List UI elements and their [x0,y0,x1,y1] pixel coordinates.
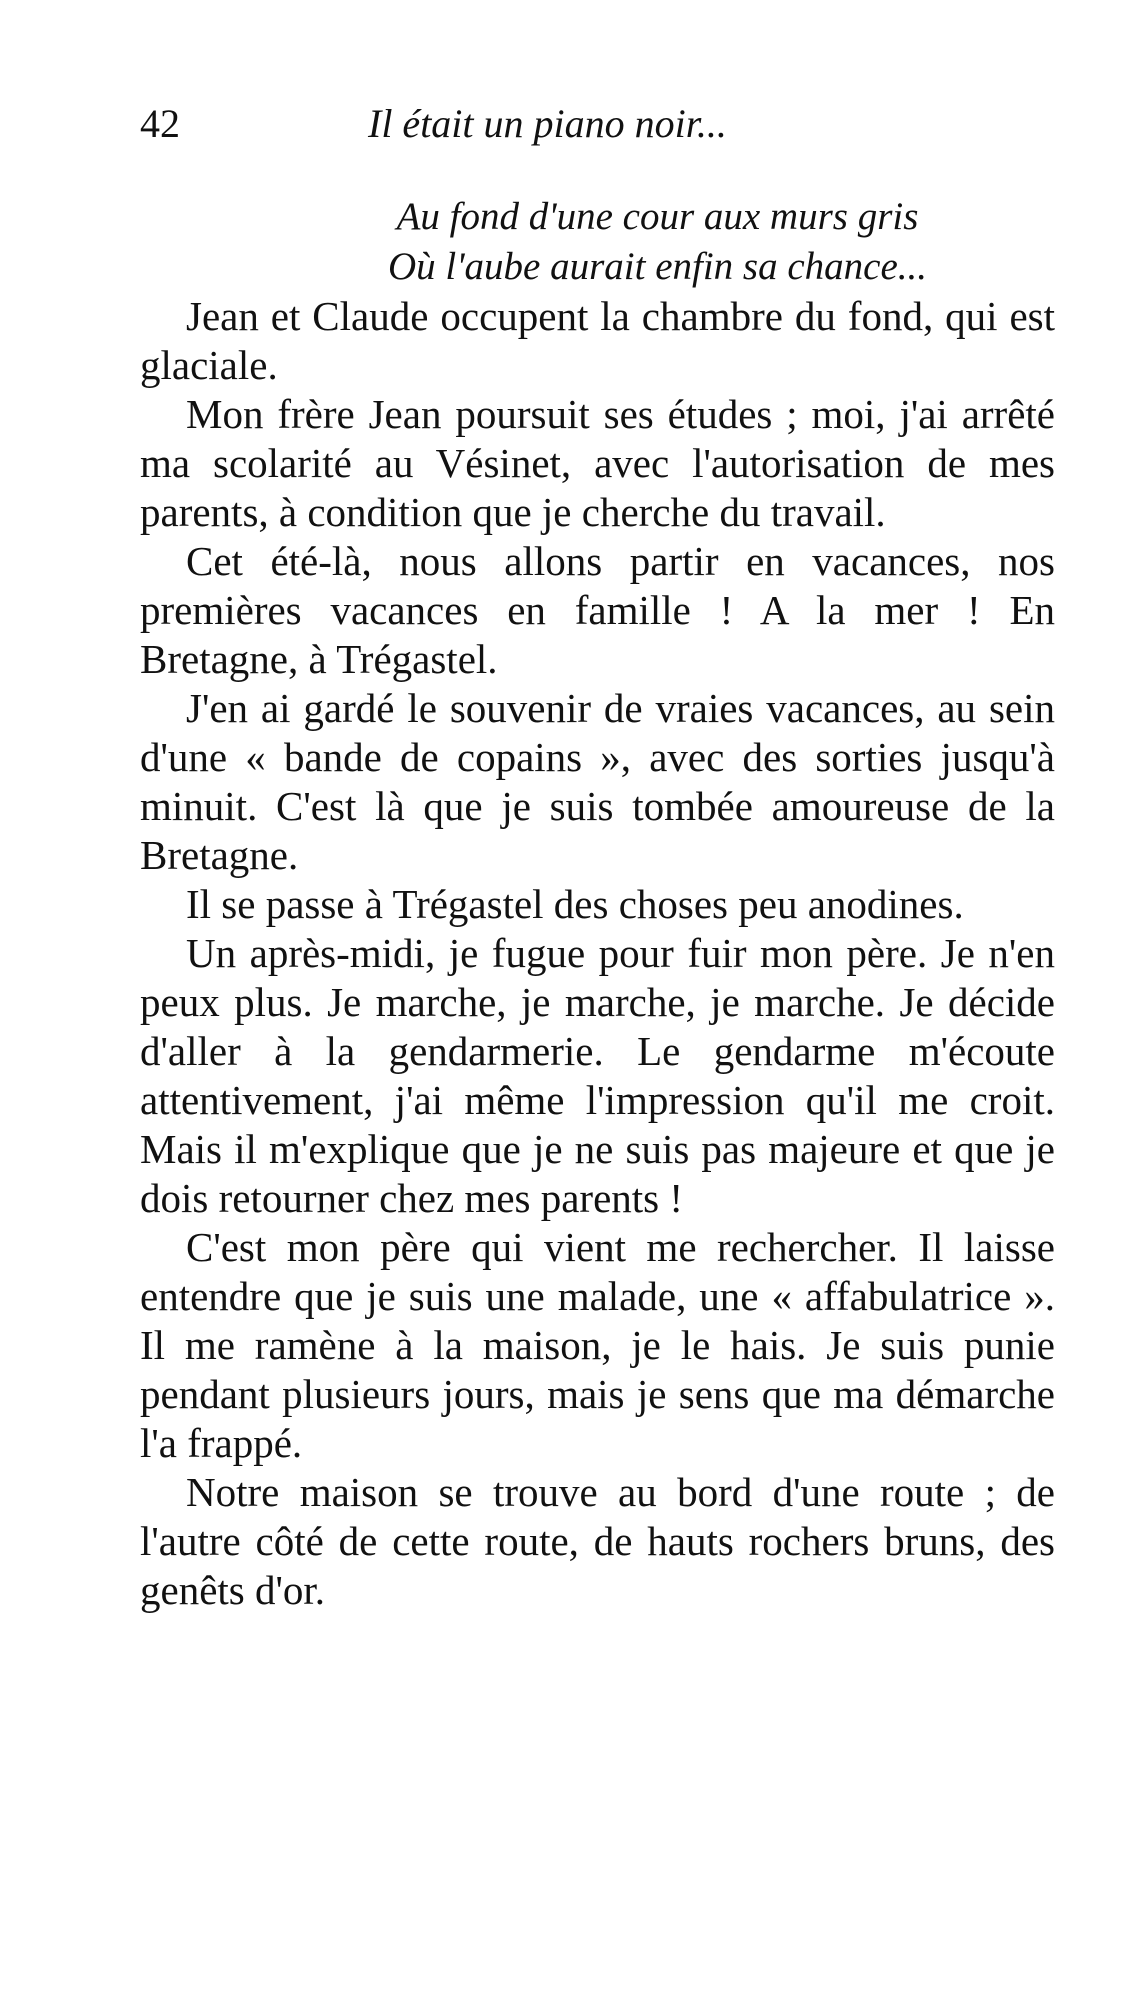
paragraph: Jean et Claude occupent la chambre du fond, qui est glaciale. [140,293,1055,388]
body-text [140,292,1055,1615]
epigraph-line-1: Au fond d'une cour aux murs gris [396,195,919,238]
page-number: 42 [140,101,180,146]
paragraph: Cet été-là, nous allons partir en vacances, nos premières vacances en famille ! A la mer ! En Bretagne, à Trégastel. [140,538,1055,682]
paragraph: Il se passe à Trégastel des choses peu anodines. [186,881,964,927]
book-page [140,100,1055,1615]
epigraph-line-2: Où l'aube aurait enfin sa chance... [387,245,928,288]
paragraph: Notre maison se trouve au bord d'une route ; de l'autre côté de cette route, de hauts rochers bruns, des genêts d'or. [140,1469,1055,1613]
running-title: Il était un piano noir... [368,101,727,146]
epigraph [140,192,1055,292]
paragraph: Mon frère Jean poursuit ses études ; moi, j'ai arrêté ma scolarité au Vésinet, avec l'autorisation de mes parents, à condition que je cherche du travail. [140,391,1055,535]
page-header [140,100,1055,160]
paragraph: C'est mon père qui vient me rechercher. Il laisse entendre que je suis une malade, une « affabulatrice ». Il me ramène à la maison, je le hais. Je suis punie pendant plusieurs jours, mais je sens que ma démarche l'a frappé. [140,1224,1055,1466]
paragraph: Un après-midi, je fugue pour fuir mon père. Je n'en peux plus. Je marche, je marche, je marche. Je décide d'aller à la gendarmerie. Le gendarme m'écoute attentivement, j'ai même l'impression qu'il me croit. Mais il m'explique que je ne suis pas majeure et que je dois retourner chez mes parents ! [140,930,1055,1221]
paragraph: J'en ai gardé le souvenir de vraies vacances, au sein d'une « bande de copains », avec des sorties jusqu'à minuit. C'est là que je suis tombée amoureuse de la Bretagne. [140,685,1055,878]
